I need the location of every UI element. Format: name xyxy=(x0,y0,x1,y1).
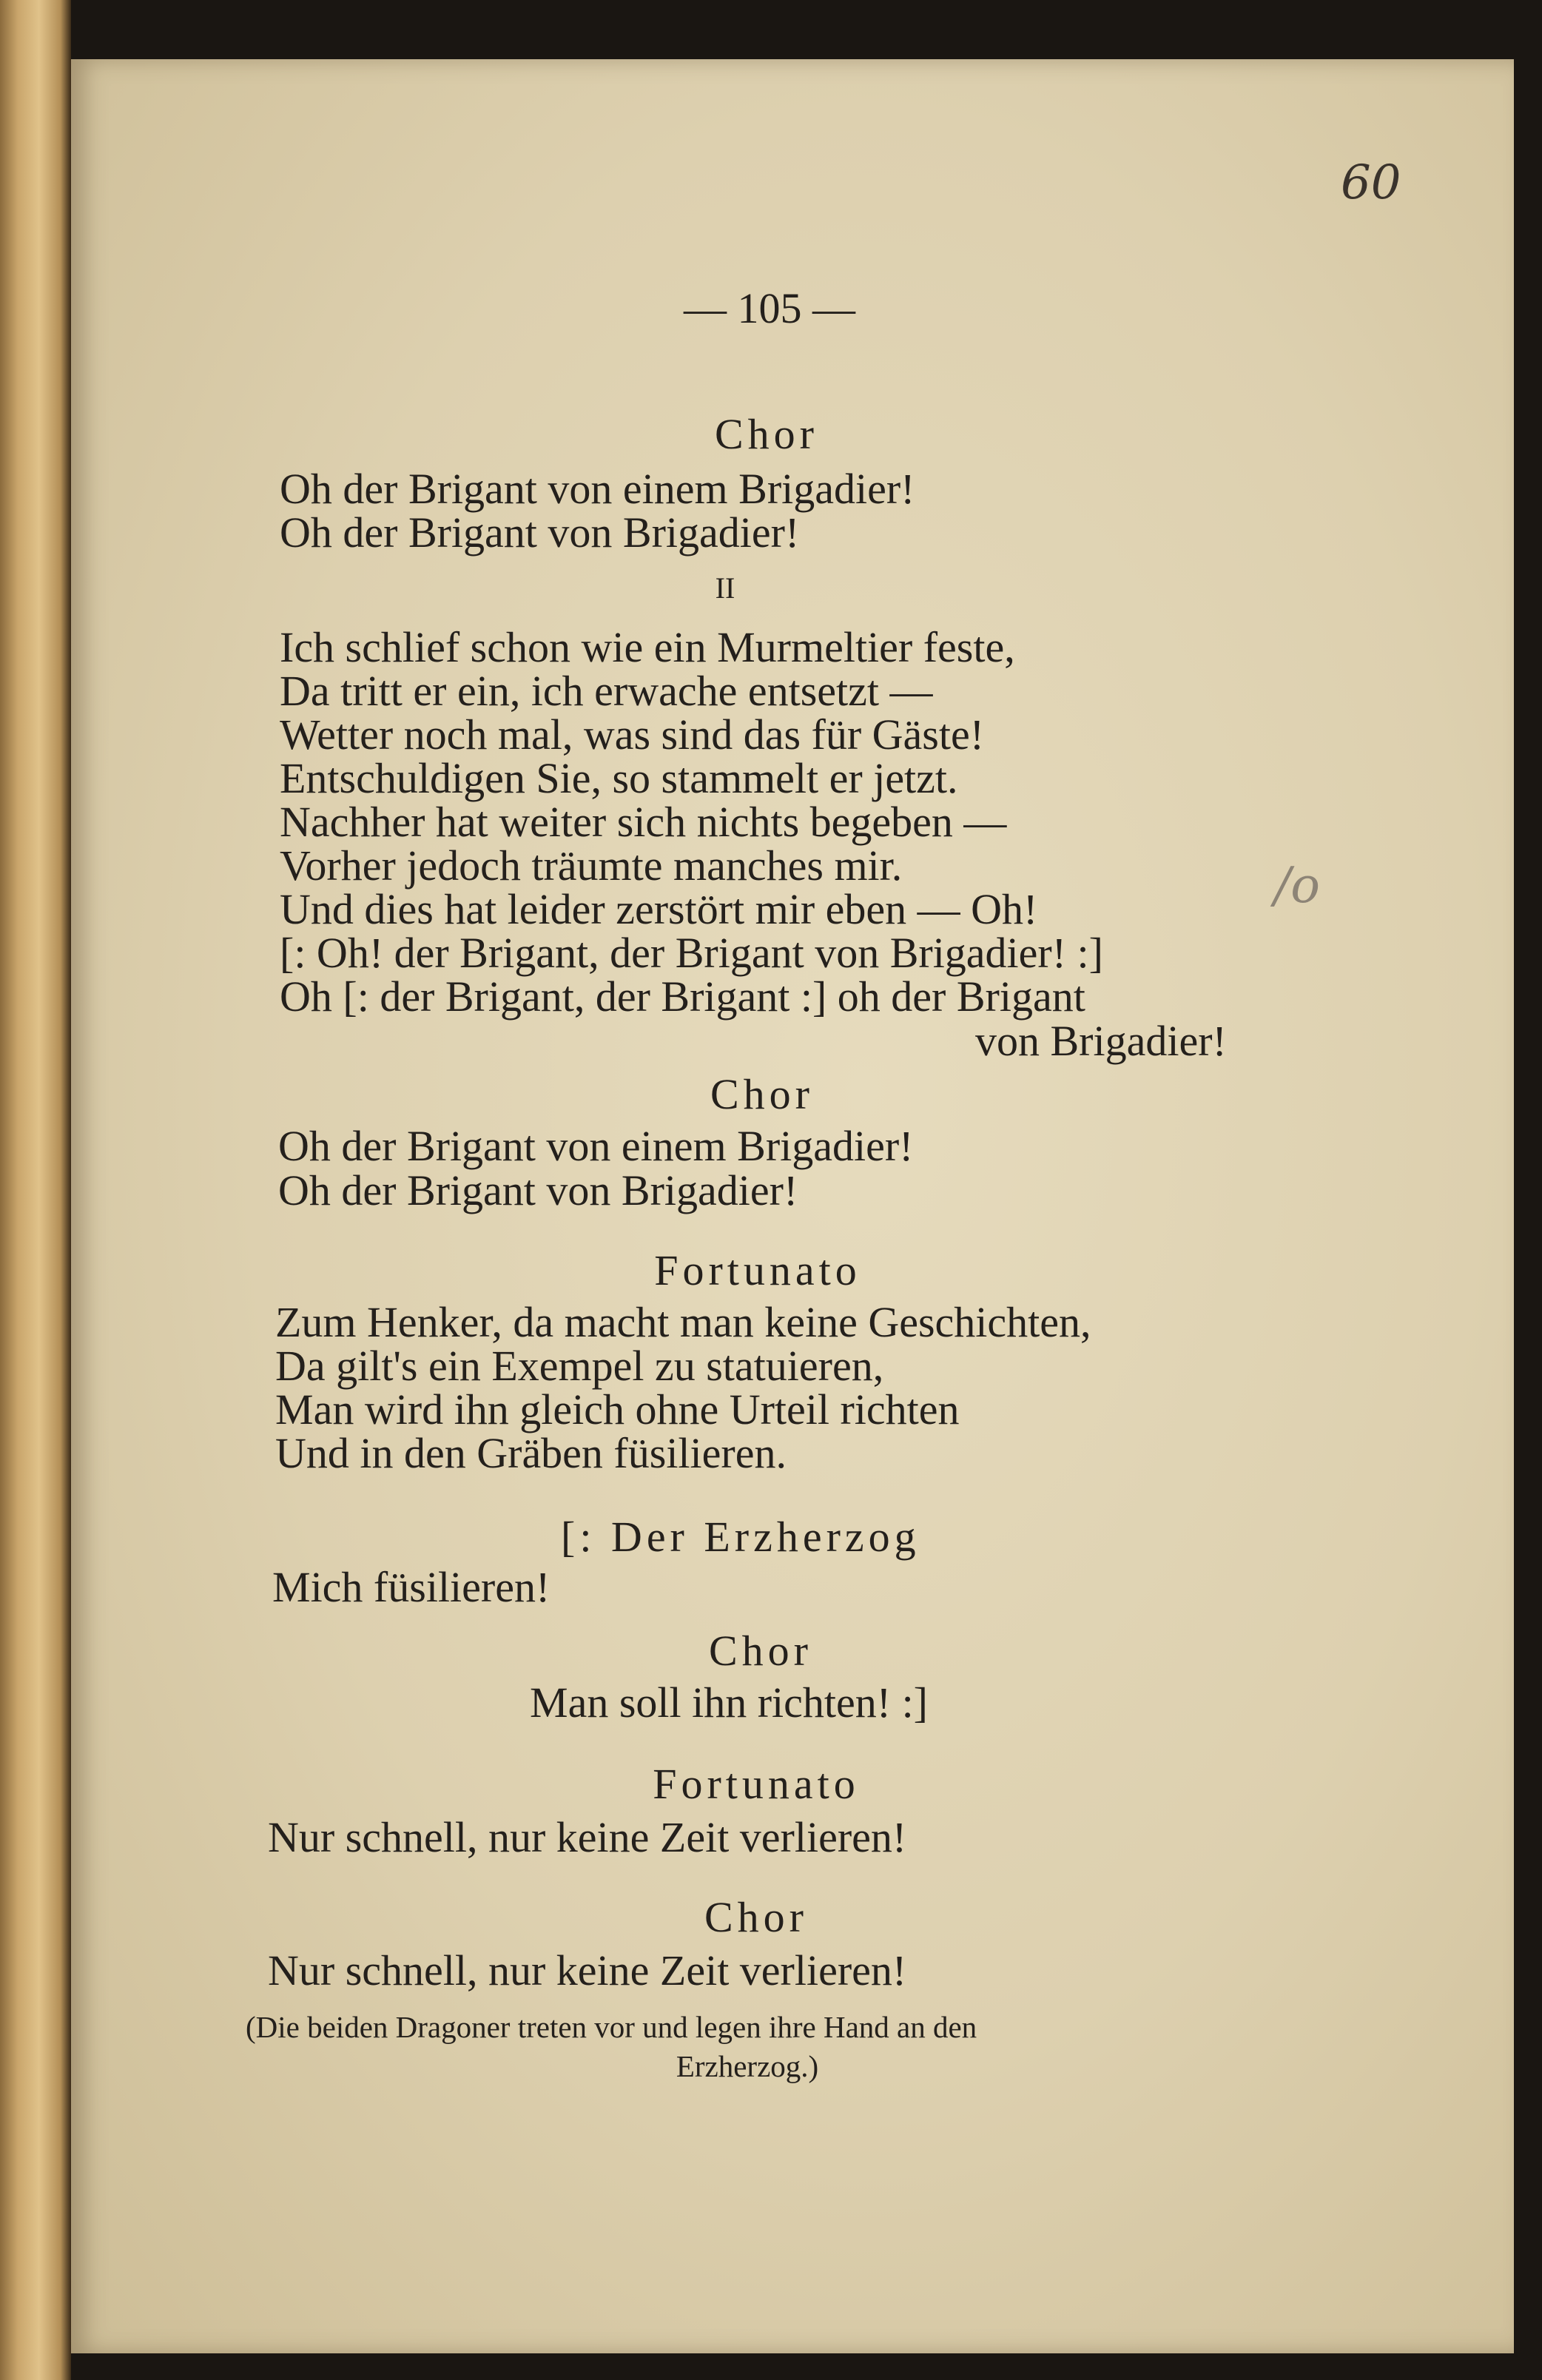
verse-number: II xyxy=(715,571,735,605)
verse-line: Oh der Brigant von Brigadier! xyxy=(278,1166,798,1214)
stage-direction: (Die beiden Dragoner treten vor und legen ihre Hand an den xyxy=(246,2010,977,2044)
verse-line: Ich schlief schon wie ein Murmeltier feste, xyxy=(280,623,1015,671)
verse-line: Nachher hat weiter sich nichts begeben — xyxy=(280,798,1007,846)
handwritten-page-number: 60 xyxy=(1341,155,1401,210)
speaker-heading: Chor xyxy=(709,1627,812,1675)
verse-line: Oh der Brigant von einem Brigadier! xyxy=(278,1122,914,1170)
verse-line: Und dies hat leider zerstört mir eben — Oh! xyxy=(280,885,1038,933)
verse-line: Mich füsilieren! xyxy=(272,1563,551,1611)
verse-line: Man soll ihn richten! :] xyxy=(530,1678,929,1727)
speaker-heading: Chor xyxy=(704,1893,808,1941)
speaker-heading: Fortunato xyxy=(654,1246,861,1294)
verse-line: Man wird ihn gleich ohne Urteil richten xyxy=(275,1385,960,1433)
verse-line: Vorher jedoch träumte manches mir. xyxy=(280,841,903,890)
speaker-heading: Fortunato xyxy=(653,1760,860,1808)
verse-line: Da tritt er ein, ich erwache entsetzt — xyxy=(280,667,933,715)
book-gutter xyxy=(0,0,71,2380)
verse-line: Zum Henker, da macht man keine Geschichten, xyxy=(275,1298,1091,1346)
handwritten-margin-mark: /o xyxy=(1274,857,1320,914)
speaker-heading: [: Der Erzherzog xyxy=(561,1513,920,1561)
stage-direction: Erzherzog.) xyxy=(676,2049,819,2083)
verse-line: Oh der Brigant von Brigadier! xyxy=(280,508,800,557)
speaker-heading: Chor xyxy=(710,1070,814,1118)
verse-line: Oh der Brigant von einem Brigadier! xyxy=(280,465,915,513)
verse-line: [: Oh! der Brigant, der Brigant von Brigadier! :] xyxy=(280,929,1103,977)
verse-line: Da gilt's ein Exempel zu statuieren, xyxy=(275,1342,884,1390)
verse-line: Oh [: der Brigant, der Brigant :] oh der Brigant xyxy=(280,972,1085,1021)
speaker-heading: Chor xyxy=(715,410,818,458)
verse-line: Wetter noch mal, was sind das für Gäste! xyxy=(280,710,985,759)
verse-line: Und in den Gräben füsilieren. xyxy=(275,1429,787,1477)
verse-line-continuation: von Brigadier! xyxy=(975,1017,1227,1065)
page-number: — 105 — xyxy=(684,284,855,332)
verse-line: Entschuldigen Sie, so stammelt er jetzt. xyxy=(280,754,958,802)
verse-line: Nur schnell, nur keine Zeit verlieren! xyxy=(268,1946,907,1994)
verse-line: Nur schnell, nur keine Zeit verlieren! xyxy=(268,1813,907,1861)
